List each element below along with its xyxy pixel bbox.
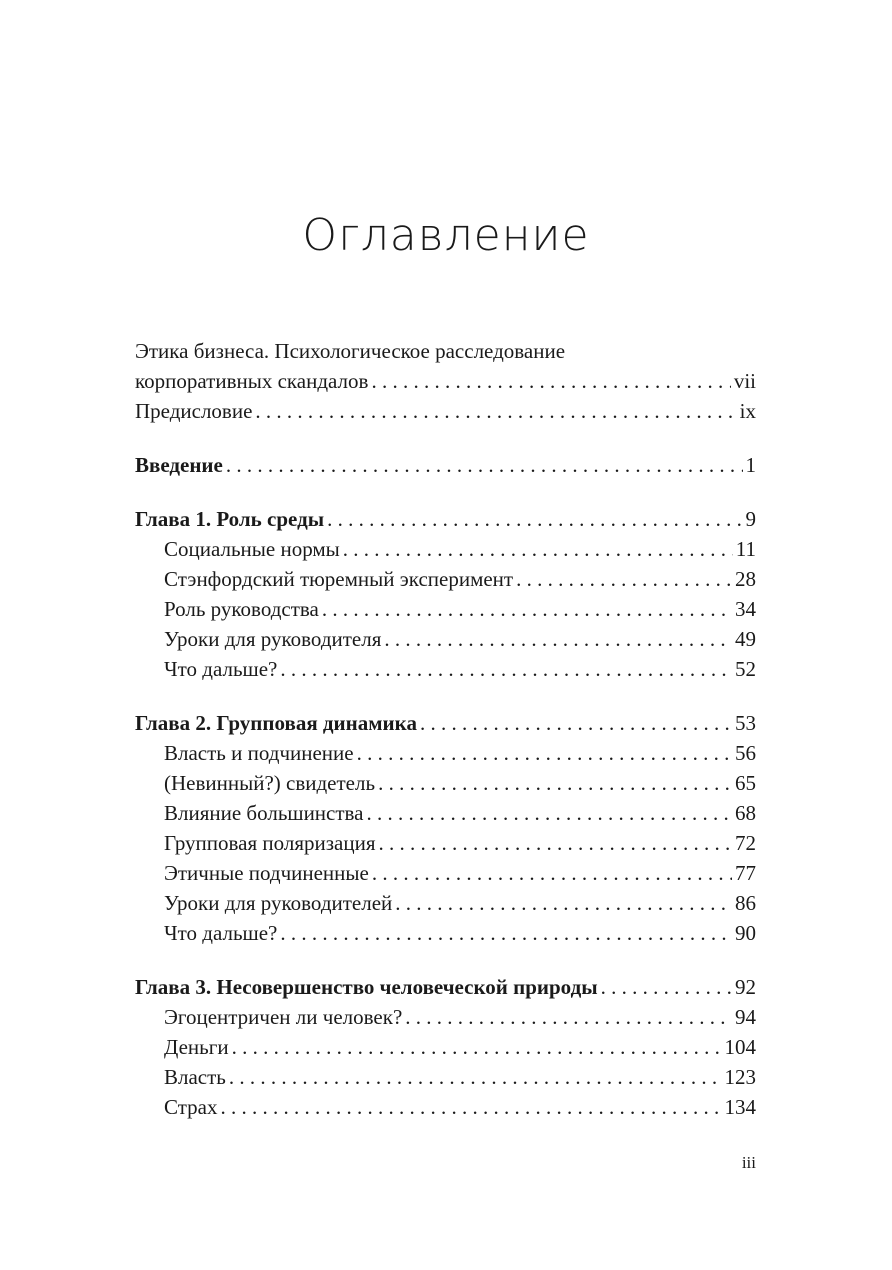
toc-chapter-1[interactable]	[135, 504, 756, 534]
toc-subentry[interactable]	[135, 888, 756, 918]
toc-entry-label: Что дальше?	[164, 657, 278, 681]
toc-entry-page: vii	[733, 369, 756, 393]
toc-entry-label: Страх	[164, 1095, 218, 1119]
toc-subentry[interactable]	[135, 594, 756, 624]
toc-subentry[interactable]	[135, 1062, 756, 1092]
toc-entry-preface[interactable]	[135, 396, 756, 426]
toc-subentry[interactable]	[135, 564, 756, 594]
dot-leader	[232, 1032, 722, 1062]
toc-subentry[interactable]	[135, 534, 756, 564]
toc-subentry[interactable]	[135, 1032, 756, 1062]
toc-entry-label: Этичные подчиненные	[164, 861, 369, 885]
dot-leader	[343, 534, 733, 564]
dot-leader	[367, 798, 733, 828]
toc-entry-page: 68	[735, 801, 756, 825]
dot-leader	[255, 396, 736, 426]
dot-leader	[322, 594, 732, 624]
toc-entry-ethics-line1[interactable]: Этика бизнеса. Психологическое расследование	[135, 339, 566, 363]
dot-leader	[357, 738, 732, 768]
table-of-contents	[135, 336, 756, 1122]
toc-entry-label: Деньги	[164, 1035, 229, 1059]
toc-chapter-title: Глава 2. Групповая динамика	[135, 711, 417, 735]
toc-entry-label: Стэнфордский тюремный эксперимент	[164, 567, 514, 591]
toc-subentry[interactable]	[135, 918, 756, 948]
dot-leader	[378, 828, 732, 858]
toc-entry-page: ix	[739, 399, 756, 423]
toc-subentry[interactable]	[135, 858, 756, 888]
toc-entry-page: 104	[724, 1035, 756, 1059]
toc-entry-page: 123	[724, 1065, 756, 1089]
dot-leader	[280, 654, 732, 684]
toc-entry-label: Роль руководства	[164, 597, 319, 621]
dot-leader	[229, 1062, 722, 1092]
toc-entry-label: Уроки для руководителей	[164, 891, 393, 915]
toc-entry-page: 49	[735, 627, 756, 651]
dot-leader	[405, 1002, 732, 1032]
dot-leader	[601, 972, 732, 1002]
toc-entry-label: Власть и подчинение	[164, 741, 354, 765]
toc-subentry[interactable]	[135, 768, 756, 798]
dot-leader	[395, 888, 732, 918]
toc-subentry[interactable]	[135, 828, 756, 858]
toc-entry-label: (Невинный?) свидетель	[164, 771, 376, 795]
toc-entry-label: Власть	[164, 1065, 226, 1089]
toc-entry-ethics[interactable]	[135, 366, 756, 396]
toc-entry-page: 134	[724, 1095, 756, 1119]
dot-leader	[516, 564, 732, 594]
toc-entry-page: 94	[735, 1005, 756, 1029]
toc-entry-page: 11	[735, 537, 756, 561]
toc-entry-introduction[interactable]	[135, 450, 756, 480]
toc-entry-page: 52	[735, 657, 756, 681]
toc-subentry[interactable]	[135, 738, 756, 768]
toc-entry-label: Влияние большинства	[164, 801, 364, 825]
toc-entry-page: 92	[735, 975, 756, 999]
toc-entry-page: 9	[745, 507, 756, 531]
toc-subentry[interactable]	[135, 624, 756, 654]
toc-entry-page: 28	[735, 567, 756, 591]
page-title: Оглавление	[302, 210, 590, 261]
toc-subentry[interactable]	[135, 798, 756, 828]
toc-chapter-2[interactable]	[135, 708, 756, 738]
dot-leader	[378, 768, 732, 798]
toc-entry-label: Уроки для руководителя	[164, 627, 382, 651]
toc-entry-page: 1	[745, 453, 756, 477]
dot-leader	[226, 450, 743, 480]
toc-chapter-3[interactable]	[135, 972, 756, 1002]
toc-entry-label: Социальные нормы	[164, 537, 340, 561]
dot-leader	[371, 366, 730, 396]
toc-entry-page: 53	[735, 711, 756, 735]
toc-subentry[interactable]	[135, 1092, 756, 1122]
toc-subentry[interactable]	[135, 1002, 756, 1032]
dot-leader	[384, 624, 732, 654]
dot-leader	[327, 504, 742, 534]
toc-entry-page: 90	[735, 921, 756, 945]
toc-chapter-title: Глава 3. Несовершенство человеческой природы	[135, 975, 598, 999]
toc-entry-page: 56	[735, 741, 756, 765]
dot-leader	[280, 918, 732, 948]
toc-entry-label: Эгоцентричен ли человек?	[164, 1005, 403, 1029]
dot-leader	[420, 708, 732, 738]
dot-leader	[220, 1092, 721, 1122]
toc-entry-label: Предисловие	[135, 399, 253, 423]
toc-entry-label: Введение	[135, 453, 223, 477]
dot-leader	[372, 858, 732, 888]
toc-entry-page: 86	[735, 891, 756, 915]
toc-entry-page: 34	[735, 597, 756, 621]
page-number: iii	[741, 1153, 756, 1172]
toc-entry-label: корпоративных скандалов	[135, 369, 369, 393]
toc-entry-label: Что дальше?	[164, 921, 278, 945]
toc-entry-page: 77	[735, 861, 756, 885]
toc-entry-label: Групповая поляризация	[164, 831, 376, 855]
toc-subentry[interactable]	[135, 654, 756, 684]
toc-chapter-title: Глава 1. Роль среды	[135, 507, 325, 531]
toc-entry-page: 65	[735, 771, 756, 795]
toc-entry-page: 72	[735, 831, 756, 855]
